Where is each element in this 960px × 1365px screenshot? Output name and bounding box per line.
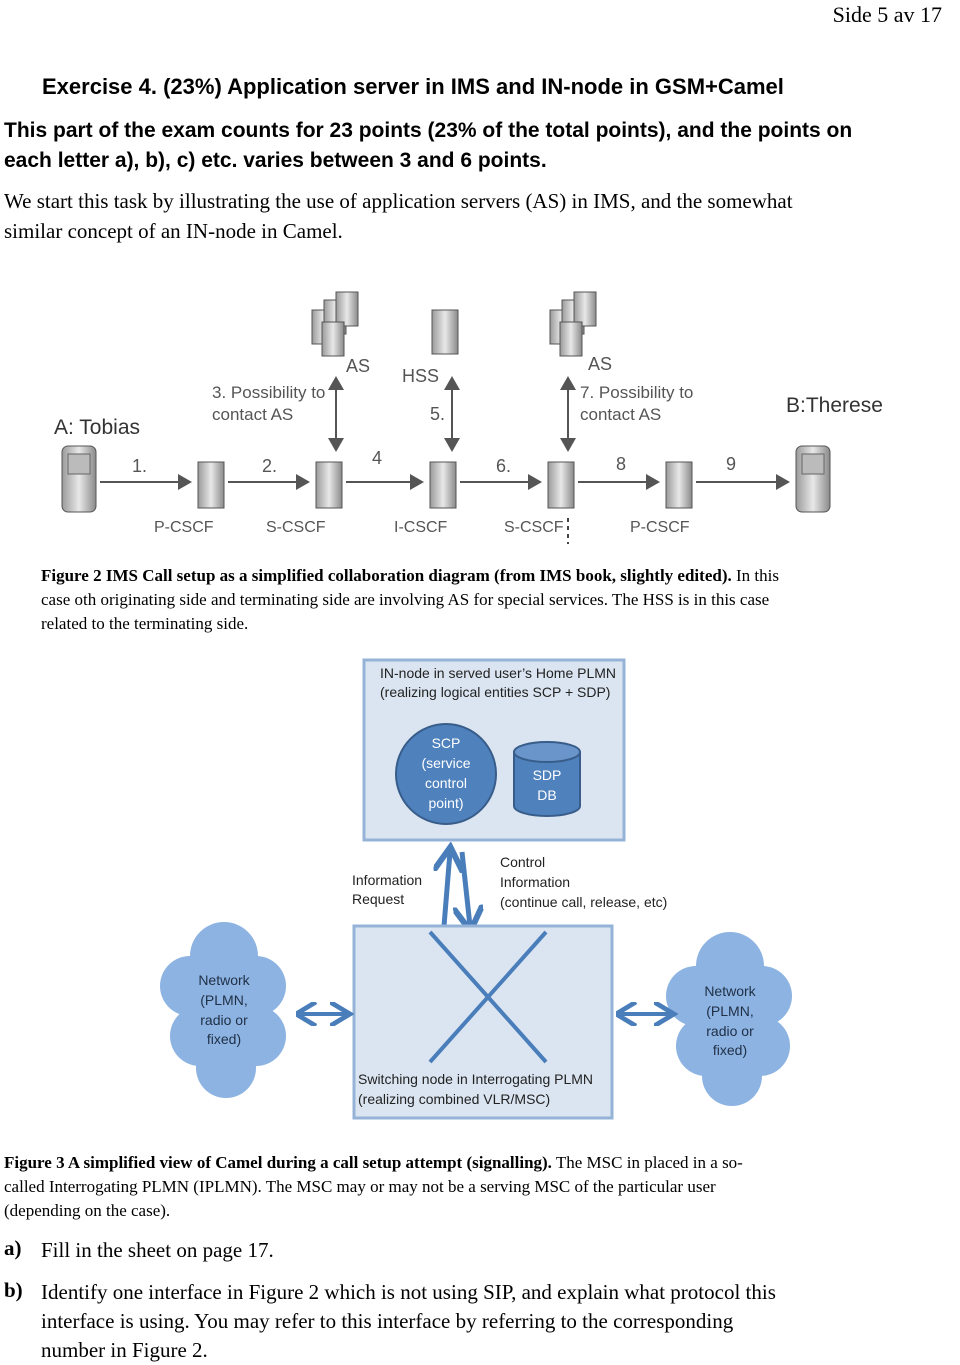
network-cloud-left [160, 922, 286, 1098]
note-left-line-1: 3. Possibility to [212, 383, 326, 402]
node-s-cscf-right: S-CSCF [504, 519, 564, 536]
question-b-label: b) [4, 1278, 23, 1302]
note-right-line-1: 7. Possibility to [580, 383, 694, 402]
as-right-server-stack [550, 292, 596, 356]
question-b-line-1: Identify one interface in Figure 2 which is not using SIP, and explain what protocol this [41, 1280, 776, 1304]
in-node-title-1: IN-node in served user’s Home PLMN [380, 665, 617, 681]
figure-3-caption-text-1: The MSC in placed in a so- [551, 1153, 743, 1172]
info-request-label-1: Information [352, 872, 423, 888]
note-right-line-2: contact AS [580, 405, 662, 424]
phone-b-icon [796, 446, 830, 512]
switching-node-box [354, 926, 612, 1118]
scp-label-3: control [424, 775, 468, 791]
question-b-line-2: interface is using. You may refer to this interface by referring to the corresponding [41, 1309, 734, 1333]
question-b-line-3: number in Figure 2. [41, 1338, 208, 1362]
scp-label-4: point) [428, 795, 464, 811]
switching-node-label-2: (realizing combined VLR/MSC) [358, 1091, 551, 1107]
phone-a-icon [62, 446, 96, 512]
points-intro-line-2: each letter a), b), c) etc. varies between 3 and 6 points. [4, 149, 547, 172]
figure-2-caption-text-3: related to the terminating side. [41, 614, 249, 633]
network-left-label-4: fixed) [206, 1031, 242, 1047]
figure-3-caption-text-2: called Interrogating PLMN (IPLMN). The MSC may or may not be a serving MSC of the particular user [4, 1177, 716, 1196]
switching-node-label-1: Switching node in Interrogating PLMN [358, 1071, 594, 1087]
task-intro-line-1: We start this task by illustrating the use of application servers (AS) in IMS, and the somewhat [4, 189, 793, 213]
step-9-label: 9 [726, 454, 737, 474]
network-right-label-1: Network [704, 983, 756, 999]
figure-3-camel-diagram [160, 656, 810, 1126]
figure-3-caption [4, 1151, 944, 1223]
information-request-arrow [444, 852, 450, 926]
control-label-1: Control [500, 854, 546, 870]
question-b [4, 1278, 954, 1364]
network-right-label-4: fixed) [712, 1042, 748, 1058]
figure-2-caption-title: Figure 2 IMS Call setup as a simplified collaboration diagram (from IMS book, slightly edited). [41, 566, 732, 585]
figure-3-caption-text-3: (depending on the case). [4, 1201, 171, 1220]
control-information-arrow [462, 852, 470, 926]
task-intro-line-2: similar concept of an IN-node in Camel. [4, 219, 343, 243]
scp-label-2: (service [421, 755, 471, 771]
question-b-text [41, 1278, 951, 1365]
hss-server [432, 310, 458, 354]
node-i-cscf: I-CSCF [394, 519, 448, 536]
step-5-label: 5. [430, 404, 446, 424]
as-left-label: AS [346, 356, 371, 376]
sdp-label-2: DB [537, 787, 557, 803]
control-label-2: Information [500, 874, 571, 890]
step-8-label: 8 [616, 454, 627, 474]
network-right-label-3: radio or [706, 1023, 754, 1039]
points-intro-line-1: This part of the exam counts for 23 points (23% of the total points), and the points on [4, 119, 853, 142]
sdp-label-1: SDP [532, 767, 562, 783]
node-s-cscf-left: S-CSCF [266, 519, 326, 536]
user-a-label: A: Tobias [54, 416, 140, 439]
network-cloud-right [666, 932, 792, 1106]
figure-2-caption [41, 564, 959, 636]
control-label-3: (continue call, release, etc) [500, 894, 668, 910]
points-intro [4, 116, 944, 176]
figure-2-ims-diagram [40, 282, 920, 550]
network-right-label-2: (PLMN, [706, 1003, 754, 1019]
network-left-label-3: radio or [200, 1012, 248, 1028]
network-left-label-1: Network [198, 972, 250, 988]
page-number: Side 5 av 17 [832, 2, 942, 27]
step-2-label: 2. [262, 456, 278, 476]
scp-label-1: SCP [431, 735, 461, 751]
as-right-label: AS [588, 354, 613, 374]
step-6-label: 6. [496, 456, 512, 476]
question-a-label: a) [4, 1236, 22, 1260]
exercise-title: Exercise 4. (23%) Application server in IMS and IN-node in GSM+Camel [42, 74, 784, 99]
step-4-label: 4 [372, 448, 383, 468]
question-a-text: Fill in the sheet on page 17. [41, 1238, 274, 1262]
figure-2-caption-text-1: In this [731, 566, 779, 585]
task-intro [4, 186, 960, 246]
note-left-line-2: contact AS [212, 405, 294, 424]
figure-2-caption-text-2: case oth originating side and terminating side are involving AS for special services. The HSS is in this case [41, 590, 770, 609]
in-node-title-2: (realizing logical entities SCP + SDP) [380, 684, 611, 700]
hss-label: HSS [402, 366, 440, 386]
node-p-cscf-left: P-CSCF [154, 519, 214, 536]
network-left-label-2: (PLMN, [200, 992, 248, 1008]
user-b-label: B:Therese [786, 394, 883, 417]
step-1-label: 1. [132, 456, 148, 476]
figure-3-caption-title: Figure 3 A simplified view of Camel during a call setup attempt (signalling). [4, 1153, 552, 1172]
node-p-cscf-right: P-CSCF [630, 519, 690, 536]
as-left-server-stack [312, 292, 358, 356]
info-request-label-2: Request [352, 891, 405, 907]
